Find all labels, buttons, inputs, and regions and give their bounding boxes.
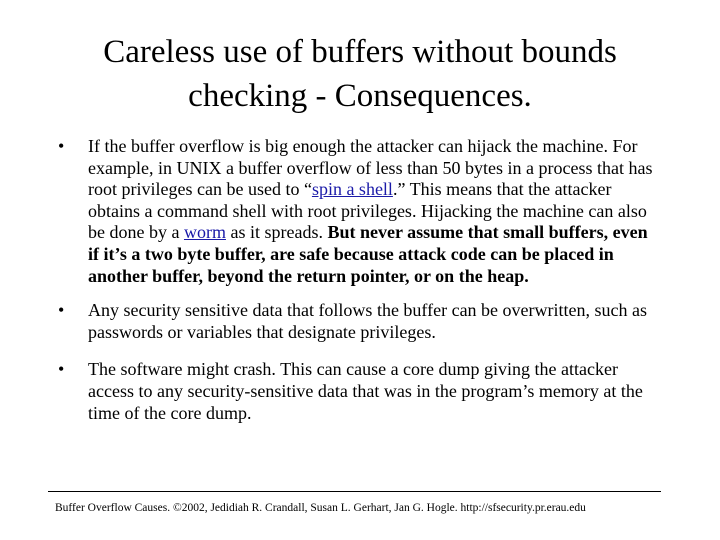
bullet-item-crash bbox=[58, 359, 658, 424]
slide-title-line-2: checking - Consequences. bbox=[188, 78, 532, 114]
footer-citation: Buffer Overflow Causes. ©2002, Jedidiah R. Crandall, Susan L. Gerhart, Jan G. Hogle. http://sfsecurity.pr.erau.edu bbox=[55, 502, 586, 514]
bullet-icon: • bbox=[58, 300, 65, 321]
bullet-emphasis-text: But never assume that small buffers, even if it’s a two byte buffer, are safe because attack code can be placed in another buffer, beyond the return pointer, or on the heap. bbox=[88, 222, 648, 286]
footer-divider bbox=[48, 491, 661, 492]
bullet-text: The software might crash. This can cause a core dump giving the attacker access to any security-sensitive data that was in the program’s memory at the time of the core dump. bbox=[88, 359, 643, 423]
bullet-icon: • bbox=[58, 359, 65, 380]
spin-a-shell-link[interactable]: spin a shell bbox=[311, 179, 393, 200]
bullet-item-hijack bbox=[58, 136, 658, 287]
bullet-item-data-overwrite bbox=[58, 300, 658, 343]
bullet-text: .” This means that the attacker obtains a command shell with root privileges. Hijacking the machine can also be done by a bbox=[88, 179, 647, 243]
slide-title-line-1: Careless use of buffers without bounds bbox=[103, 34, 617, 70]
bullet-icon: • bbox=[58, 136, 65, 156]
worm-link[interactable]: worm bbox=[183, 222, 226, 243]
bullet-text: as it spreads. bbox=[225, 222, 328, 243]
bullet-text: Any security sensitive data that follows the buffer can be overwritten, such as passwords or variables that designate privileges. bbox=[88, 300, 648, 342]
slide-title bbox=[60, 30, 660, 118]
bullet-list bbox=[58, 136, 658, 424]
bullet-text: If the buffer overflow is big enough the attacker can hijack the machine. For example, in UNIX a buffer overflow of less than 50 bytes in a process that has root privileges can be used to “ bbox=[88, 136, 653, 200]
